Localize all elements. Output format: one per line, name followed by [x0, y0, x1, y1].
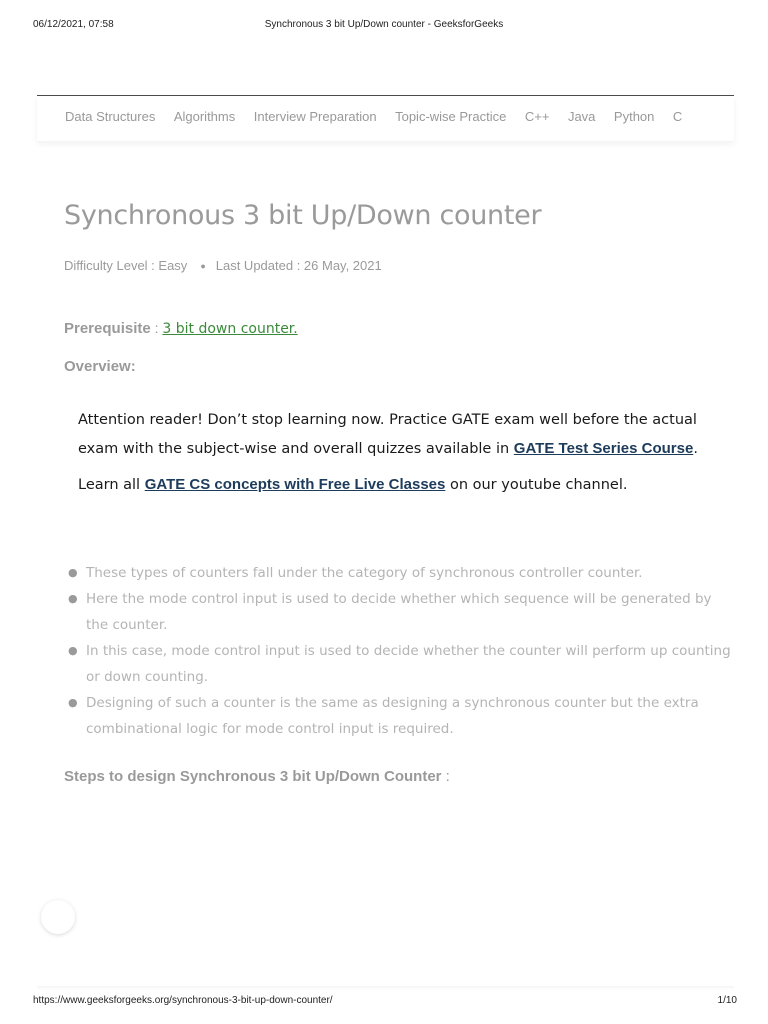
- list-item-text: These types of counters fall under the category of synchronous controller counter.: [86, 565, 643, 581]
- floating-circle-button[interactable]: [41, 900, 75, 934]
- article-title: Synchronous 3 bit Up/Down counter: [64, 200, 542, 231]
- nav-item-algorithms[interactable]: Algorithms: [173, 109, 236, 124]
- difficulty-level: Difficulty Level : Easy: [64, 258, 188, 273]
- last-updated: Last Updated : 26 May, 2021: [215, 258, 382, 273]
- attention-text: Attention reader! Don’t stop learning now. Practice GATE exam well before the actual exam with the subject-wise and overall quizzes available in: [78, 412, 697, 457]
- learn-text-end: on our youtube channel.: [445, 477, 628, 493]
- print-datetime: 06/12/2021, 07:58: [33, 19, 114, 30]
- overview-heading: Overview:: [64, 358, 136, 375]
- list-item: [68, 690, 736, 742]
- nav-item-python[interactable]: Python: [613, 109, 655, 124]
- steps-heading: [64, 768, 450, 785]
- nav-item-cpp[interactable]: C++: [524, 109, 550, 124]
- nav-item-java[interactable]: Java: [567, 109, 596, 124]
- bullet-icon: ●: [68, 696, 78, 709]
- prerequisite-label: Prerequisite: [64, 320, 151, 337]
- list-item: [68, 586, 736, 638]
- list-item: [68, 638, 736, 690]
- attention-box: [78, 406, 708, 500]
- list-item: [68, 560, 736, 586]
- attention-paragraph: [78, 406, 708, 463]
- learn-text-start: Learn all: [78, 477, 145, 493]
- bullet-icon: ●: [68, 566, 78, 579]
- print-page-number: 1/10: [717, 995, 737, 1006]
- print-url: https://www.geeksforgeeks.org/synchronous-3-bit-up-down-counter/: [33, 995, 333, 1006]
- overview-bullet-list: [64, 560, 736, 742]
- prerequisite-line: [64, 320, 298, 337]
- nav-list: [37, 109, 701, 124]
- steps-heading-bold: Steps to design Synchronous 3 bit Up/Down Counter: [64, 768, 442, 785]
- print-footer: [33, 995, 737, 1009]
- steps-heading-rest: :: [441, 768, 450, 785]
- bottom-bar-shadow: [37, 986, 734, 990]
- meta-separator-dot: ●: [200, 260, 206, 271]
- learn-paragraph: [78, 471, 708, 500]
- article-meta: [64, 258, 382, 273]
- list-item-text: In this case, mode control input is used to decide whether the counter will perform up counting or down counting.: [86, 643, 731, 685]
- nav-item-interview-preparation[interactable]: Interview Preparation: [253, 109, 377, 124]
- gate-live-classes-link[interactable]: GATE CS concepts with Free Live Classes: [144, 476, 446, 493]
- bullet-icon: ●: [68, 644, 78, 657]
- prerequisite-link[interactable]: 3 bit down counter.: [162, 321, 298, 337]
- list-item-text: Here the mode control input is used to decide whether which sequence will be generated by the counter.: [86, 591, 712, 633]
- prerequisite-separator: :: [150, 320, 163, 336]
- top-navigation: [37, 95, 734, 141]
- gate-test-series-link[interactable]: GATE Test Series Course: [513, 439, 694, 457]
- attention-period: .: [693, 440, 698, 457]
- print-header: [33, 19, 735, 33]
- print-page-title: Synchronous 3 bit Up/Down counter - GeeksforGeeks: [264, 19, 504, 30]
- bullet-icon: ●: [68, 592, 78, 605]
- nav-item-c[interactable]: C: [672, 109, 683, 124]
- nav-item-topic-wise-practice[interactable]: Topic-wise Practice: [395, 109, 507, 124]
- list-item-text: Designing of such a counter is the same as designing a synchronous counter but the extra combinational logic for mode control input is required.: [86, 695, 699, 737]
- nav-item-data-structures[interactable]: Data Structures: [65, 109, 156, 124]
